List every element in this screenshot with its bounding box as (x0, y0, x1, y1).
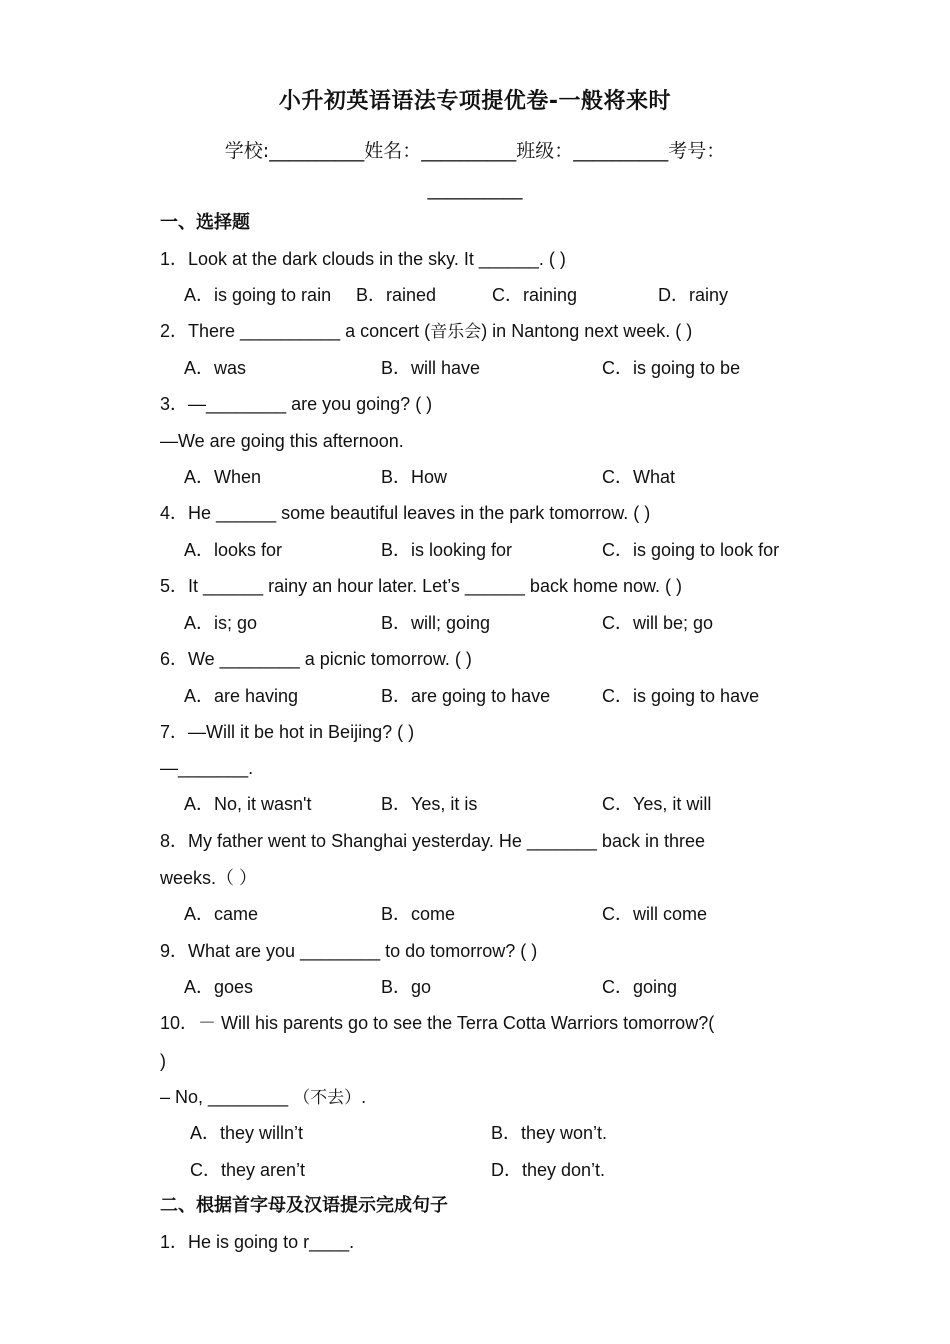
q4-option-c[interactable]: C．is going to look for (602, 540, 780, 560)
question-2-stem (160, 320, 692, 343)
q2-stem-zh: 音乐会 (430, 322, 482, 342)
question-7-stem: 7．—Will it be hot in Beijing? ( ) (160, 722, 415, 742)
question-10-dialogue (160, 1086, 366, 1109)
section-2-title: 二、根据首字母及汉语提示完成句子 (160, 1195, 448, 1216)
q1-option-b[interactable]: B．rained (356, 285, 437, 305)
q1-option-a[interactable]: A．is going to rain (184, 285, 332, 305)
q10-dialogue-post: . (361, 1087, 367, 1107)
page-title: 小升初英语语法专项提优卷-一般将来时 (278, 89, 672, 114)
question-10-stem-continued: ) (160, 1051, 166, 1071)
q10-dialogue-zh: （不去） (293, 1088, 362, 1108)
q5-option-b[interactable]: B．will; going (381, 613, 491, 633)
question-1-stem: 1．Look at the dark clouds in the sky. It ______. ( ) (160, 249, 566, 269)
question-4-stem: 4．He ______ some beautiful leaves in the park tomorrow. ( ) (160, 503, 651, 523)
q2-stem-post: ) in Nantong next week. ( ) (481, 321, 693, 341)
q7-option-b[interactable]: B．Yes, it is (381, 794, 478, 814)
q5-option-a[interactable]: A．is; go (184, 613, 258, 633)
q8-option-a[interactable]: A．came (184, 904, 259, 924)
q10-option-c[interactable]: C．they aren’t (190, 1160, 306, 1180)
question-6-stem: 6．We ________ a picnic tomorrow. ( ) (160, 649, 472, 669)
q7-option-a[interactable]: A．No, it wasn't (184, 794, 312, 814)
q2-option-b[interactable]: B．will have (381, 358, 481, 378)
question-5-stem: 5．It ______ rainy an hour later. Let’s ______ back home now. ( ) (160, 576, 682, 596)
q2-stem-pre: 2．There __________ a concert ( (160, 321, 431, 341)
section-2-question-1: 1．He is going to r____. (160, 1232, 355, 1252)
q1-option-d[interactable]: D．rainy (658, 285, 729, 305)
q8-option-c[interactable]: C．will come (602, 904, 708, 924)
q6-option-c[interactable]: C．is going to have (602, 686, 760, 706)
question-9-stem: 9．What are you ________ to do tomorrow? ( ) (160, 941, 538, 961)
q3-option-b[interactable]: B．How (381, 467, 448, 487)
q4-option-a[interactable]: A．looks for (184, 540, 283, 560)
q9-option-a[interactable]: A．goes (184, 977, 254, 997)
student-info-line-2: __________ (427, 178, 523, 200)
question-8-stem-continued: weeks.（ ） (160, 868, 258, 888)
q3-option-c[interactable]: C．What (602, 467, 676, 487)
q4-option-b[interactable]: B．is looking for (381, 540, 513, 560)
question-8-stem: 8．My father went to Shanghai yesterday. He _______ back in three (160, 831, 705, 851)
q1-option-c[interactable]: C．raining (492, 285, 578, 305)
q10-option-b[interactable]: B．they won’t. (491, 1123, 608, 1143)
q8-option-b[interactable]: B．come (381, 904, 456, 924)
question-3-stem: 3．—________ are you going? ( ) (160, 394, 433, 414)
q9-option-c[interactable]: C．going (602, 977, 678, 997)
section-1-title: 一、选择题 (160, 212, 250, 233)
q7-option-c[interactable]: C．Yes, it will (602, 794, 712, 814)
student-info-line: 学校:__________姓名：__________班级：__________考号： (224, 140, 726, 162)
q3-option-a[interactable]: A．When (184, 467, 262, 487)
q5-option-c[interactable]: C．will be; go (602, 613, 714, 633)
q6-option-b[interactable]: B．are going to have (381, 686, 551, 706)
question-7-dialogue: —_______. (160, 758, 254, 778)
q2-option-a[interactable]: A．was (184, 358, 247, 378)
q10-option-a[interactable]: A．they willn’t (190, 1123, 304, 1143)
q2-option-c[interactable]: C．is going to be (602, 358, 741, 378)
question-3-dialogue: —We are going this afternoon. (160, 431, 404, 451)
q6-option-a[interactable]: A．are having (184, 686, 299, 706)
q9-option-b[interactable]: B．go (381, 977, 432, 997)
question-10-stem: 10．－ Will his parents go to see the Terra Cotta Warriors tomorrow?( (160, 1013, 715, 1033)
q10-dialogue-pre: – No, ________ (160, 1087, 294, 1107)
q10-option-d[interactable]: D．they don’t. (491, 1160, 606, 1180)
